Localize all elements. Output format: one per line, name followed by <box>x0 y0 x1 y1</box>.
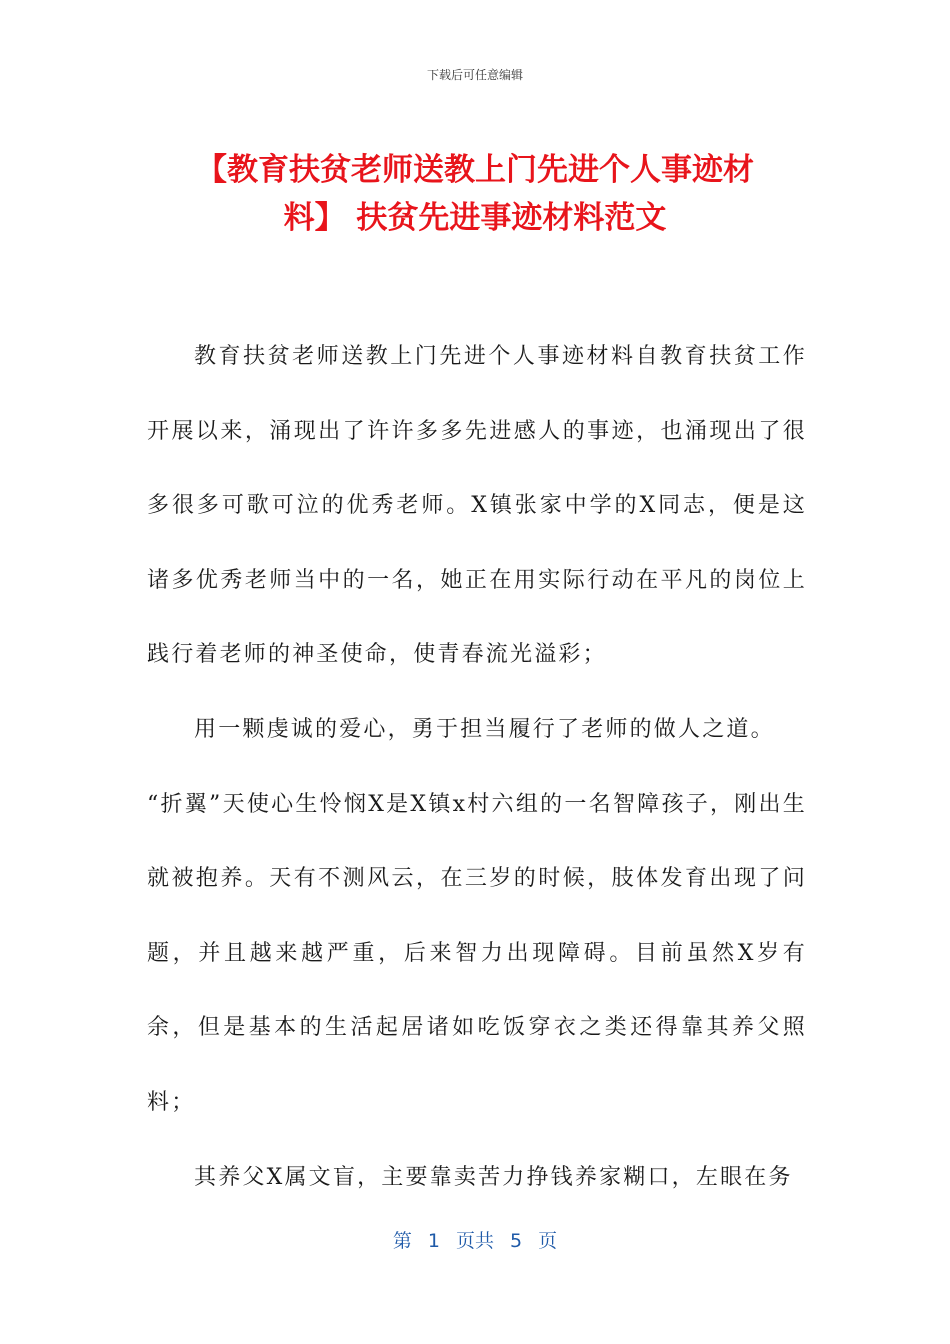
header-note: 下载后可任意编辑 <box>426 68 523 82</box>
total-pages: 5 <box>510 1230 523 1252</box>
title-line-2: 料】 扶贫先进事迹材料范文 <box>283 200 667 236</box>
page-prefix: 第 <box>392 1230 412 1252</box>
page-suffix: 页 <box>538 1230 558 1252</box>
page-footer <box>0 1226 950 1253</box>
page-mid: 页共 <box>455 1230 494 1252</box>
paragraph: 其养父X属文盲，主要靠卖苦力挣钱养家糊口，左眼在务 <box>194 1164 793 1190</box>
paragraph: 用一颗虔诚的爱心，勇于担当履行了老师的做人之道。 <box>194 716 775 742</box>
page-number: 1 <box>427 1230 440 1252</box>
paragraph: 教育扶贫老师送教上门先进个人事迹材料自教育扶贫工作开展以来，涌现出了许许多多先进感人的事迹，也涌现出了很多很多可歌可泣的优秀老师。X镇张家中学的X同志，便是这诸多优秀老师当中的一名，她正在用实际行动在平凡的岗位上践行着老师的神圣使命，使青春流光溢彩； <box>147 344 807 668</box>
document-body <box>147 320 807 1215</box>
paragraph: “折翼”天使心生怜悯X是X镇x村六组的一名智障孩子，刚出生就被抱养。天有不测风云，在三岁的时候，肢体发育出现了问题，并且越来越严重，后来智力出现障碍。目前虽然X岁有余，但是基本的生活起居诸如吃饭穿衣之类还得靠其养父照料； <box>147 791 807 1115</box>
document-title <box>150 146 800 242</box>
title-line-1: 【教育扶贫老师送教上门先进个人事迹材 <box>196 152 754 188</box>
